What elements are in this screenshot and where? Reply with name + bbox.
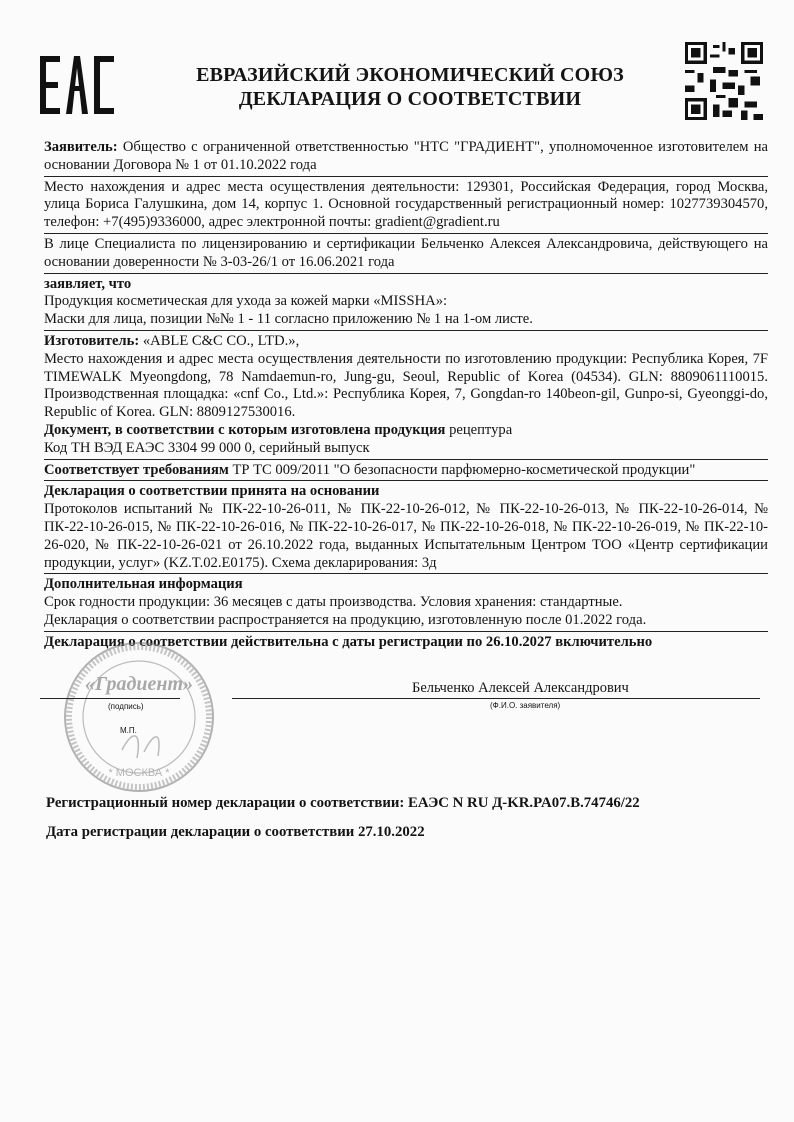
registration-number: Регистрационный номер декларации о соответствии: ЕАЭС N RU Д-KR.PA07.B.74746/22 [46, 795, 640, 811]
manufacturer-section [44, 333, 768, 460]
document-value: рецептура [449, 421, 513, 438]
basis-section [44, 483, 768, 574]
conforms-value: ТР ТС 009/2011 "О безопасности парфюмерно-косметической продукции" [232, 461, 696, 478]
shelf-life: Срок годности продукции: 36 месяцев с даты производства. Условия хранения: стандартные. [44, 594, 623, 611]
conforms-label: Соответствует требованиям [44, 461, 229, 478]
qr-code [683, 42, 765, 120]
conforms-section [44, 462, 768, 482]
validity: Декларация о соответствии действительна с даты регистрации по 26.10.2027 включительно [44, 633, 653, 650]
manufacturer-address: Место нахождения и адрес места осуществления деятельности по изготовлению продукции: Республика Корея, 7F TIMEWALK Myeongdong, 78 Namdaemun-ro, Jung-gu, Seoul, Republic of Korea (04534). GLN: 8809061110015. Производственная площадка: «cnf Co., Ltd.»: Республика Корея, 7, Gongdan-ro 140beon-gil, Gunpo-si, Gyeonggi-do, Republic of Korea. GLN: 8809127530016. [44, 350, 768, 421]
eac-logo [40, 56, 114, 114]
applies-to: Декларация о соответствии распространяется на продукцию, изготовленную после 01.2022 года. [44, 611, 647, 628]
applicant-text: Общество с ограниченной ответственностью "НТС "ГРАДИЕНТ", уполномоченное изготовителем на основании Договора № 1 от 01.10.2022 года [44, 139, 768, 173]
company-stamp [62, 640, 217, 795]
signatory-name: Бельченко Алексей Александрович [412, 680, 629, 696]
basis-label: Декларация о соответствии принята на основании [44, 483, 380, 500]
applicant-address: Место нахождения и адрес места осуществления деятельности: 129301, Российская Федерация, город Москва, улица Бориса Галушкина, дом 14, корпус 1. Основной государственный регистрационный номер: 1027739304570, телефон: +7(495)9336000, адрес электронной почты: gradient@gradient.ru [44, 179, 768, 234]
applicant-representative: В лице Специалиста по лицензированию и сертификации Бельченко Алексея Александровича, действующего на основании доверенности № 3-03-26/1 от 16.06.2021 года [44, 236, 768, 274]
seal-label: М.П. [120, 726, 137, 735]
additional-label: Дополнительная информация [44, 576, 243, 593]
product-items: Маски для лица, позиции №№ 1 - 11 согласно приложению № 1 на 1-ом листе. [44, 311, 533, 328]
registration-date: Дата регистрации декларации о соответствии 27.10.2022 [46, 824, 425, 840]
additional-section [44, 576, 768, 631]
union-title: ЕВРАЗИЙСКИЙ ЭКОНОМИЧЕСКИЙ СОЮЗ [196, 64, 624, 86]
signature-line [40, 698, 180, 699]
applicant-label: Заявитель: [44, 139, 118, 155]
declaration-body [44, 139, 768, 655]
svg-text:* МОСКВА *: * МОСКВА * [108, 767, 170, 779]
signature-label: (подпись) [108, 702, 144, 711]
name-label: (Ф.И.О. заявителя) [490, 701, 561, 710]
declares-label: заявляет, что [44, 275, 132, 292]
declaration-title: ДЕКЛАРАЦИЯ О СООТВЕТСТВИИ [238, 88, 582, 110]
svg-text:«Градиент»: «Градиент» [84, 673, 194, 695]
manufacturer-name: «ABLE C&C CO., LTD.», [142, 332, 300, 349]
basis-text: Протоколов испытаний № ПК-22-10-26-011, № ПК-22-10-26-012, № ПК-22-10-26-013, № ПК-22-10-26-014, № ПК-22-10-26-015, № ПК-22-10-26-016, № ПК-22-10-26-017, № ПК-22-10-26-018, № ПК-22-10-26-019, № ПК-22-10-26-020, № ПК-22-10-26-021 от 26.10.2022 года, выданных Испытательным Центром ТОО «Центр сертификации продукции, услуг» (KZ.T.02.E0175). Схема декларирования: 3д [44, 501, 768, 571]
manufacturer-label: Изготовитель: [44, 332, 140, 349]
document-label: Документ, в соответствии с которым изготовлена продукция [44, 421, 446, 438]
hs-code: Код ТН ВЭД ЕАЭС 3304 99 000 0, серийный выпуск [44, 439, 370, 456]
name-line [232, 698, 760, 699]
product-text: Продукция косметическая для ухода за кожей марки «MISSHA»: [44, 293, 448, 310]
product-section [44, 276, 768, 331]
applicant-section [44, 139, 768, 177]
